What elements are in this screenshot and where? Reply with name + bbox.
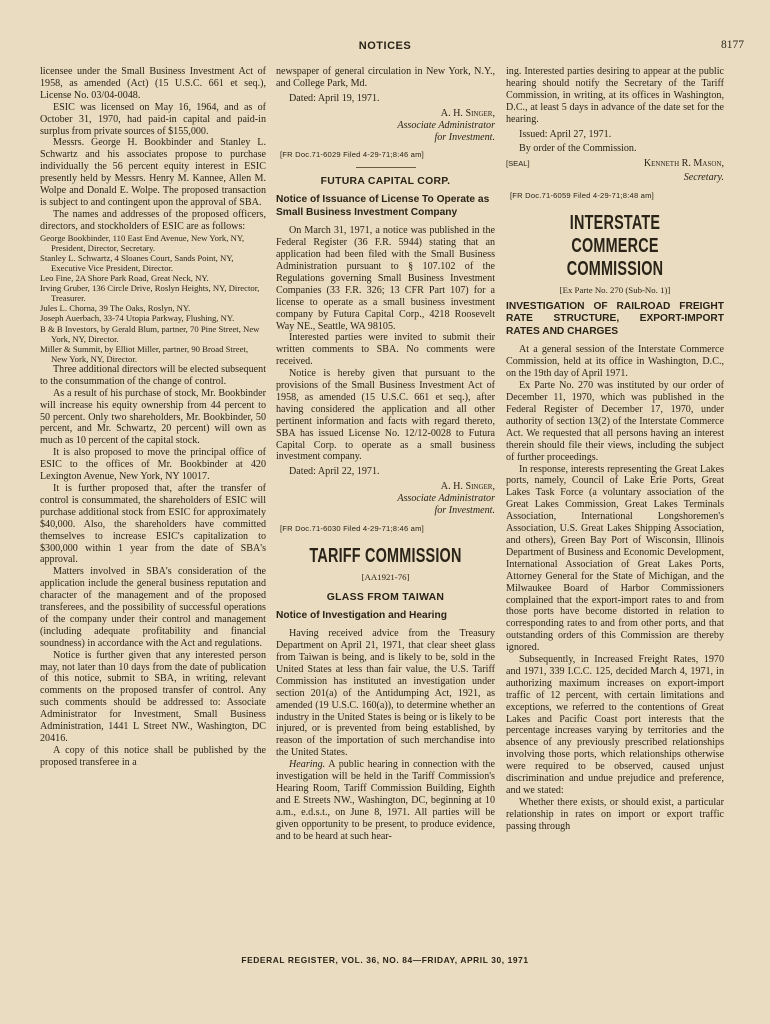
divider xyxy=(356,167,416,168)
list-item: George Bookbinder, 110 East End Avenue, New York, NY, President, Director, Secretary. xyxy=(40,232,245,253)
section-heading: FUTURA CAPITAL CORP. xyxy=(320,176,451,188)
list-item: Leo Fine, 2A Shore Park Road, Great Neck, NY. xyxy=(40,273,209,284)
paragraph: newspaper of general circulation in New York, N.Y., and College Park, Md. xyxy=(276,66,495,89)
hearing-text: A public hearing in connection with the investigation will be held in the Tariff Commission's Hearing Room, Tariff Commission Building, Eighth and E Streets NW., Washington, DC, beginning at 10 a.m., e.d.s.t., on June 8, 1971. All parties will be given opportunity to be present, to produce evidence, and to be heard at such hear- xyxy=(276,759,495,842)
signer-title-text: Secretary. xyxy=(683,172,724,184)
order-line: By order of the Commission. xyxy=(519,143,637,155)
signature-block xyxy=(276,481,495,517)
signature-block xyxy=(276,108,495,144)
paragraph: At a general session of the Interstate Commerce Commission, held at its office in Washington, D.C., on the 19th day of April 1971. xyxy=(506,344,724,380)
hearing-lead: Hearing. xyxy=(289,759,326,771)
list-item: Irving Gruber, 136 Circle Drive, Roslyn Heights, NY, Director, Treasurer. xyxy=(40,283,260,304)
signer-name: A. H. Singer, xyxy=(440,481,495,493)
paragraph: On March 31, 1971, a notice was published in the Federal Register (36 F.R. 5944) stating that an application had been filed with the Small Business Administration pursuant to § 107.102 of the Regulations governing Small Business Investment Companies (33 F.R. 326; 13 CFR Part 107) for a license to operate as a small business investment company by Futura Capital Corp., 4218 Roosevelt Way NE., Seattle, WA 98105. xyxy=(276,225,495,332)
paragraph: ing. Interested parties desiring to appear at the public hearing should notify the Secretary of the Tariff Commission, in writing, at its offices in Washington, D.C., at least 5 days in advance of the date set for the hearing. xyxy=(506,66,724,125)
paragraph: Notice is further given that any interested person may, not later than 10 days from the date of publication of this notice, submit to SBA, in writing, relevant comments on the proposed transfer of control. Any such comments should be addressed to: Associate Administrator for Investment, Small Business Administration, 1441 L Street NW., Washington, DC 20416. xyxy=(40,649,266,744)
paragraph: It is further proposed that, after the transfer of control is consummated, the shareholders of ESIC will purchase additional stock from ESIC for approximately $40,000. Also, the shareholders have committed themselves to increase ESIC's capitalization to $300,000 within 1 year from the date of SBA's approval. xyxy=(40,482,266,566)
signer-title-2: for Investment. xyxy=(434,505,495,517)
agency-heading: TARIFF COMMISSION xyxy=(309,544,462,567)
docket-number: [Ex Parte No. 270 (Sub-No. 1)] xyxy=(559,285,671,296)
paragraph: It is also proposed to move the principal office of ESIC to the offices of Mr. Bookbinder at 420 Lexington Avenue, New York, NY 10017. xyxy=(40,447,266,483)
paragraph: licensee under the Small Business Investment Act of 1958, as amended (Act) (15 U.S.C. 661 et seq.), License No. 03/04-0048. xyxy=(40,66,266,101)
paragraph: Having received advice from the Treasury Department on April 21, 1971, that clear sheet glass from Taiwan is being, and is likely to be, sold in the United States at less than fair value, the U.S. Tariff Commission has instituted an investigation under section 201(a) of the Antidumping Act, 1921, as amended (19 U.S.C. 160(a)), to determine whether an industry in the United States is being or is likely to be injured, or is prevented from being established, by reason of the importation of such merchandise into the United States. xyxy=(276,628,495,759)
signer-title: Associate Administrator xyxy=(397,493,495,505)
page-header-title: NOTICES xyxy=(358,40,412,52)
column-2 xyxy=(276,66,495,843)
signature-block xyxy=(506,158,724,170)
notice-heading: INVESTIGATION OF RAILROAD FREIGHT RATE STRUCTURE, EXPORT-IMPORT RATES AND CHARGES xyxy=(506,300,724,337)
paragraph xyxy=(276,759,495,842)
column-3 xyxy=(506,66,724,833)
signer-title-2: for Investment. xyxy=(434,131,495,143)
agency-heading: INTERSTATE COMMERCE COMMISSION xyxy=(566,212,664,281)
fr-doc-line: [FR Doc.71-6030 Filed 4-29-71;8:46 am] xyxy=(280,524,424,533)
issued-line: Issued: April 27, 1971. xyxy=(519,128,612,140)
paragraph: ESIC was licensed on May 16, 1964, and as of October 31, 1970, had paid-in capital and paid-in surplus from private sources of $155,000. xyxy=(40,101,266,137)
list-item: Miller & Summit, by Elliot Miller, partner, 90 Broad Street, New York, NY, Director. xyxy=(40,343,249,364)
fr-doc-line: [FR Doc.71-6029 Filed 4-29-71;8:46 am] xyxy=(280,150,424,160)
dated-line: Dated: April 19, 1971. xyxy=(289,92,380,104)
paragraph: Ex Parte No. 270 was instituted by our order of December 11, 1970, which was published in the Federal Register of December 17, 1970, under authority of section 13(2) of the Interstate Commerce Act. We requested that all persons having an interest therein should file their views, including the subject of further proceedings. xyxy=(506,380,724,463)
paragraph: Notice is hereby given that pursuant to the provisions of the Small Business Investment Act of 1958, as amended (15 U.S.C. 661 et seq.), after having considered the application and all other pertinent information and facts with regard thereto, SBA has issued License No. 12/12-0028 to Futura Capital Corp. to operate as a small business investment company. xyxy=(276,368,495,463)
section-heading: GLASS FROM TAIWAN xyxy=(326,591,445,603)
list-item: B & B Investors, by Gerald Blum, partner, 70 Pine Street, New York, NY, Director. xyxy=(40,323,260,344)
paragraph: Three additional directors will be elected subsequent to the consummation of the change of control. xyxy=(40,363,267,387)
fr-doc-line: [FR Doc.71-6059 Filed 4-29-71;8:48 am] xyxy=(510,191,654,201)
page-number: 8177 xyxy=(721,39,744,51)
paragraph: As a result of his purchase of stock, Mr. Bookbinder will increase his equity ownership from 44 percent to 50 percent. Only two shareholders, Mr. Bookbinder, 50 percent, and Mr. Schwartz, 20 percent) will own as much as 10 percent of the capital stock. xyxy=(40,387,266,447)
notice-heading: Notice of Investigation and Hearing xyxy=(276,609,447,621)
paragraph: Matters involved in SBA's consideration of the application include the general business reputation and character of the management and of the proposed transferees, and the possibility of successful operations of the company under their control and management (including adequate profitability and financial soundness) in accordance with the Act and regulations. xyxy=(40,566,266,649)
page-footer: FEDERAL REGISTER, VOL. 36, NO. 84—FRIDAY, APRIL 30, 1971 xyxy=(241,955,529,965)
list-item: Jules L. Chorna, 39 The Oaks, Roslyn, NY. xyxy=(40,303,191,314)
list-item: Stanley L. Schwartz, 4 Sloanes Court, Sands Point, NY, Executive Vice President, Director. xyxy=(40,252,234,273)
seal-label: [SEAL] xyxy=(506,159,530,169)
signer-name: Kenneth R. Mason, xyxy=(643,158,724,170)
dated-line: Dated: April 22, 1971. xyxy=(289,466,380,478)
notice-heading: Notice of Issuance of License To Operate as Small Business Investment Company xyxy=(276,194,490,218)
paragraph: Subsequently, in Increased Freight Rates, 1970 and 1971, 339 I.C.C. 125, decided March 4, 1971, in authorizing maximum increases on export-import traffic of 12 percent, with certain limitations and exceptions, we referred to the contentions of Great Lakes and Pacific Coast port interests that the percentage increases varying by territories and the absence of any previously prescribed relationships involving those ports, which relationships otherwise were required to be observed, caused unjust discrimination and undue prejudice and preference, and we stated: xyxy=(506,654,724,796)
signer-title xyxy=(506,172,724,184)
docket-number: [AA1921-76] xyxy=(361,571,410,582)
paragraph: Messrs. George H. Bookbinder and Stanley L. Schwartz and his associates propose to purchase individually the 56 percent equity interest in ESIC presently held by Messrs. Henry M. Kannee, Allen M. Wolpe and Donald E. Wolpe. The proposed transaction is subject to and contingent upon the approval of SBA. xyxy=(40,137,266,208)
list-item: Joseph Auerbach, 33-74 Utopia Parkway, Flushing, NY. xyxy=(40,313,235,324)
officer-list xyxy=(40,233,266,364)
paragraph: In response, interests representing the Great Lakes ports, namely, Council of Lake Erie Ports, Great Lakes Task Force (a voluntary association of the Great Lakes Commission, Great Lakes Terminals Association, International Longshoremen's Association, U.S. Great Lakes Shipping Association, and others), Green Bay Port of Wisconsin, Illinois Department of Business and Economic Development, International Association of Great Lakes Ports, Attorney General for the State of Michigan, and the Milwaukee Board of Harbor Commissioners complained that the export-import rates to and from those ports have become distorted in relation to corresponding rates to and from other ports, and that outstanding orders of this Commission are thereby ignored. xyxy=(506,463,724,654)
paragraph: A copy of this notice shall be published by the proposed transferee in a xyxy=(40,744,266,768)
paragraph: The names and addresses of the proposed officers, directors, and stockholders of ESIC are as follows: xyxy=(40,208,266,232)
signer-title: Associate Administrator xyxy=(397,119,495,131)
paragraph: Interested parties were invited to submit their written comments to SBA. No comments were received. xyxy=(276,332,495,368)
column-1 xyxy=(40,66,266,769)
paragraph: Whether there exists, or should exist, a particular relationship in rates on import or export traffic passing through xyxy=(506,796,724,832)
signer-name: A. H. Singer, xyxy=(440,107,495,119)
